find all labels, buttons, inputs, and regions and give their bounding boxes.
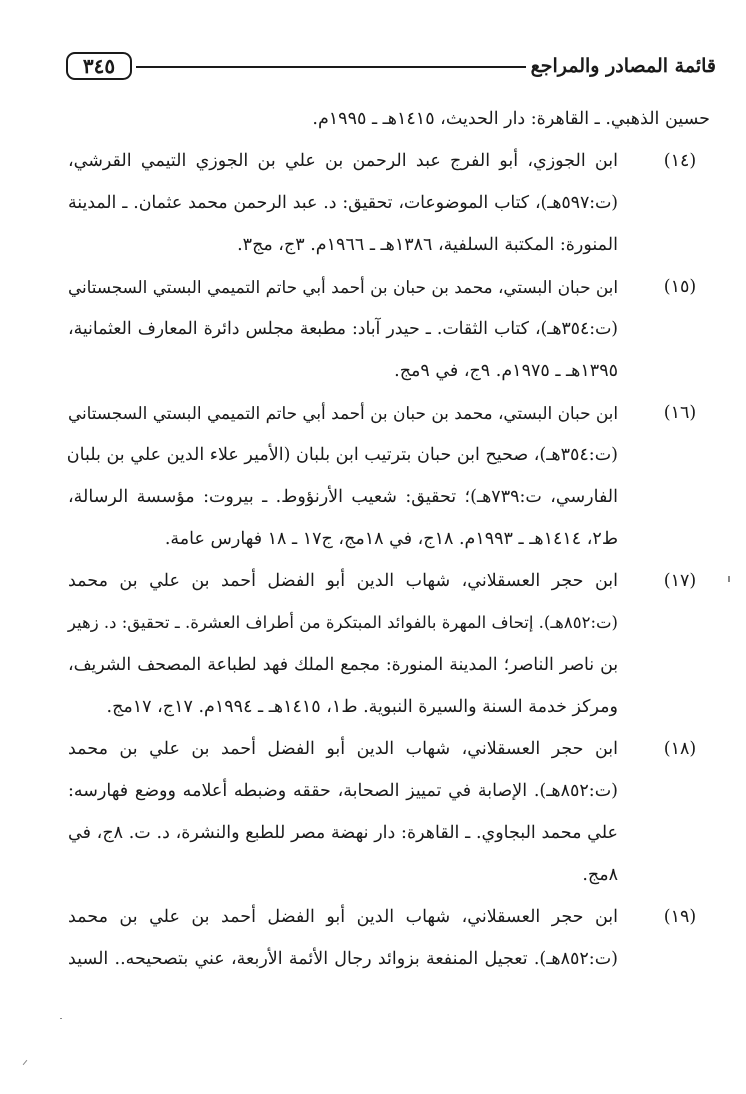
bibliography-entry-19	[68, 896, 710, 980]
entry-number: (١٤)	[663, 151, 697, 171]
bibliography-entry-16	[68, 392, 710, 560]
text-line: ومركز خدمة السنة والسيرة النبوية. ط١، ١٤١٥هـ ـ ١٩٩٤م. ١٧ج، ١٧مج.	[106, 697, 618, 717]
text-line: بن ناصر الناصر؛ المدينة المنورة: مجمع الملك فهد لطباعة المصحف الشريف،	[68, 655, 618, 675]
text-line: (ت:٨٥٢هـ). إتحاف المهرة بالفوائد المبتكرة من أطراف العشرة. ـ تحقيق: د. زهير	[67, 613, 618, 632]
bibliography-entry-18	[68, 728, 710, 896]
running-header	[66, 50, 716, 86]
text-line: ابن حبان البستي، محمد بن حبان بن أحمد أبي حاتم التميمي البستي السجستاني	[68, 403, 618, 423]
text-line: ابن حبان البستي، محمد بن حبان بن أحمد أبي حاتم التميمي البستي السجستاني	[68, 277, 618, 297]
entry-number: (١٨)	[663, 739, 697, 759]
entry-number: (١٧)	[663, 571, 697, 591]
entry-number: (١٦)	[663, 403, 697, 423]
text-line: (ت:٣٥٤هـ)، صحيح ابن حبان بترتيب ابن بلبان (الأمير علاء الدين علي بن بلبان	[66, 445, 618, 465]
text-line: ابن حجر العسقلاني، شهاب الدين أبو الفضل أحمد بن علي بن محمد	[68, 907, 618, 927]
scan-speck	[23, 1060, 28, 1065]
header-rule	[136, 66, 526, 68]
entry-number: (١٥)	[663, 277, 697, 297]
text-line: (ت:٥٩٧هـ)، كتاب الموضوعات، تحقيق: د. عبد الرحمن محمد عثمان. ـ المدينة	[68, 193, 618, 213]
text-line: ١٣٩٥هـ ـ ١٩٧٥م. ٩ج، في ٩مج.	[394, 361, 618, 381]
scan-speck	[60, 1018, 62, 1019]
text-line: (ت:٣٥٤هـ)، كتاب الثقات. ـ حيدر آباد: مطبعة مجلس دائرة المعارف العثمانية،	[68, 319, 618, 339]
text-line: (ت:٨٥٢هـ). الإصابة في تمييز الصحابة، حققه وضبطه أعلامه ووضع فهارسه:	[68, 781, 618, 801]
scan-speck	[728, 576, 730, 582]
text-line: حسين الذهبي. ـ القاهرة: دار الحديث، ١٤١٥هـ ـ ١٩٩٥م.	[312, 109, 710, 129]
entry-number: (١٩)	[663, 907, 697, 927]
text-line: ابن الجوزي، أبو الفرج عبد الرحمن بن علي بن الجوزي التيمي القرشي،	[68, 151, 618, 171]
page-number: ٣٤٥	[66, 52, 132, 80]
text-line: ط٢، ١٤١٤هـ ـ ١٩٩٣م. ١٨ج، في ١٨مج، ج١٧ ـ ١٨ فهارس عامة.	[164, 529, 618, 549]
text-line: المنورة: المكتبة السلفية، ١٣٨٦هـ ـ ١٩٦٦م. ٣ج، مج٣.	[237, 235, 618, 255]
text-line: ابن حجر العسقلاني، شهاب الدين أبو الفضل أحمد بن علي بن محمد	[68, 739, 618, 759]
text-line: علي محمد البجاوي. ـ القاهرة: دار نهضة مصر للطبع والنشرة، د. ت. ٨ج، في	[68, 823, 618, 843]
bibliography-entry-15	[68, 266, 710, 392]
bibliography-entry-17	[68, 560, 710, 728]
header-title: قائمة المصادر والمراجع	[530, 55, 716, 77]
bibliography-entry-14	[68, 140, 710, 266]
text-line: الفارسي، ت:٧٣٩هـ)؛ تحقيق: شعيب الأرنؤوط. ـ بيروت: مؤسسة الرسالة،	[68, 487, 618, 507]
bibliography-body	[68, 98, 710, 980]
text-line: ٨مج.	[582, 865, 618, 885]
continuation-text	[68, 98, 710, 140]
text-line: (ت:٨٥٢هـ). تعجيل المنفعة بزوائد رجال الأئمة الأربعة، عني بتصحيحه.. السيد	[68, 949, 618, 969]
text-line: ابن حجر العسقلاني، شهاب الدين أبو الفضل أحمد بن علي بن محمد	[68, 571, 618, 591]
